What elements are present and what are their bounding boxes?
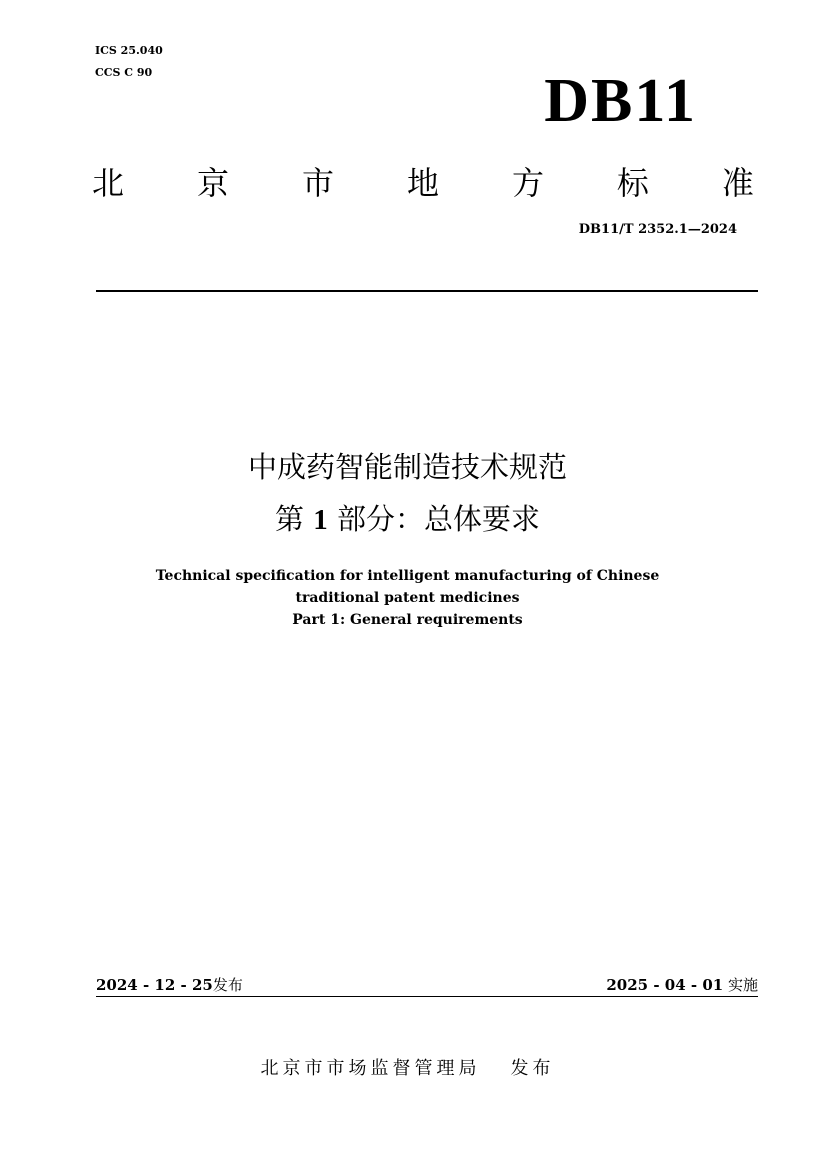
standard-type-char: 准 bbox=[721, 164, 754, 202]
bottom-divider bbox=[96, 996, 758, 997]
ics-code: ICS 25.040 bbox=[95, 44, 163, 57]
standard-type-char: 地 bbox=[406, 164, 439, 202]
implement-label: 实施 bbox=[727, 976, 758, 994]
title-en bbox=[0, 565, 815, 631]
title-en-line3: Part 1: General requirements bbox=[292, 612, 523, 628]
title-en-line2: traditional patent medicines bbox=[295, 590, 520, 606]
issuer-action: 发布 bbox=[510, 1058, 555, 1079]
part-suffix: 部分：总体要求 bbox=[336, 502, 540, 536]
title-cn-line1: 中成药智能制造技术规范 bbox=[247, 450, 567, 484]
date-row bbox=[96, 974, 758, 995]
db11-logo: DB11 bbox=[544, 67, 697, 135]
standard-type-char: 方 bbox=[511, 164, 544, 202]
publish-date-block bbox=[96, 974, 243, 995]
implement-date-block bbox=[606, 974, 758, 995]
classification-codes bbox=[95, 40, 163, 84]
issuer-name: 北京市市场监督管理局 bbox=[260, 1058, 481, 1079]
part-prefix: 第 bbox=[275, 502, 305, 536]
standard-type-char: 市 bbox=[301, 164, 334, 202]
title-cn-line2 bbox=[0, 497, 815, 538]
standard-type-char: 北 bbox=[92, 164, 125, 202]
title-en-line1: Technical specification for intelligent manufacturing of Chinese bbox=[155, 568, 660, 584]
issuer-line bbox=[0, 1054, 815, 1080]
standard-type-char: 京 bbox=[196, 164, 229, 202]
part-number: 1 bbox=[313, 504, 328, 536]
standard-number: DB11/T 2352.1—2024 bbox=[578, 222, 737, 237]
publish-date: 2024 - 12 - 25 bbox=[96, 976, 213, 994]
standard-type-char: 标 bbox=[616, 164, 649, 202]
standard-type-heading bbox=[92, 158, 754, 204]
implement-date: 2025 - 04 - 01 bbox=[606, 976, 724, 994]
top-divider bbox=[96, 290, 758, 292]
ccs-code: CCS C 90 bbox=[95, 66, 153, 79]
publish-label: 发布 bbox=[212, 976, 243, 994]
